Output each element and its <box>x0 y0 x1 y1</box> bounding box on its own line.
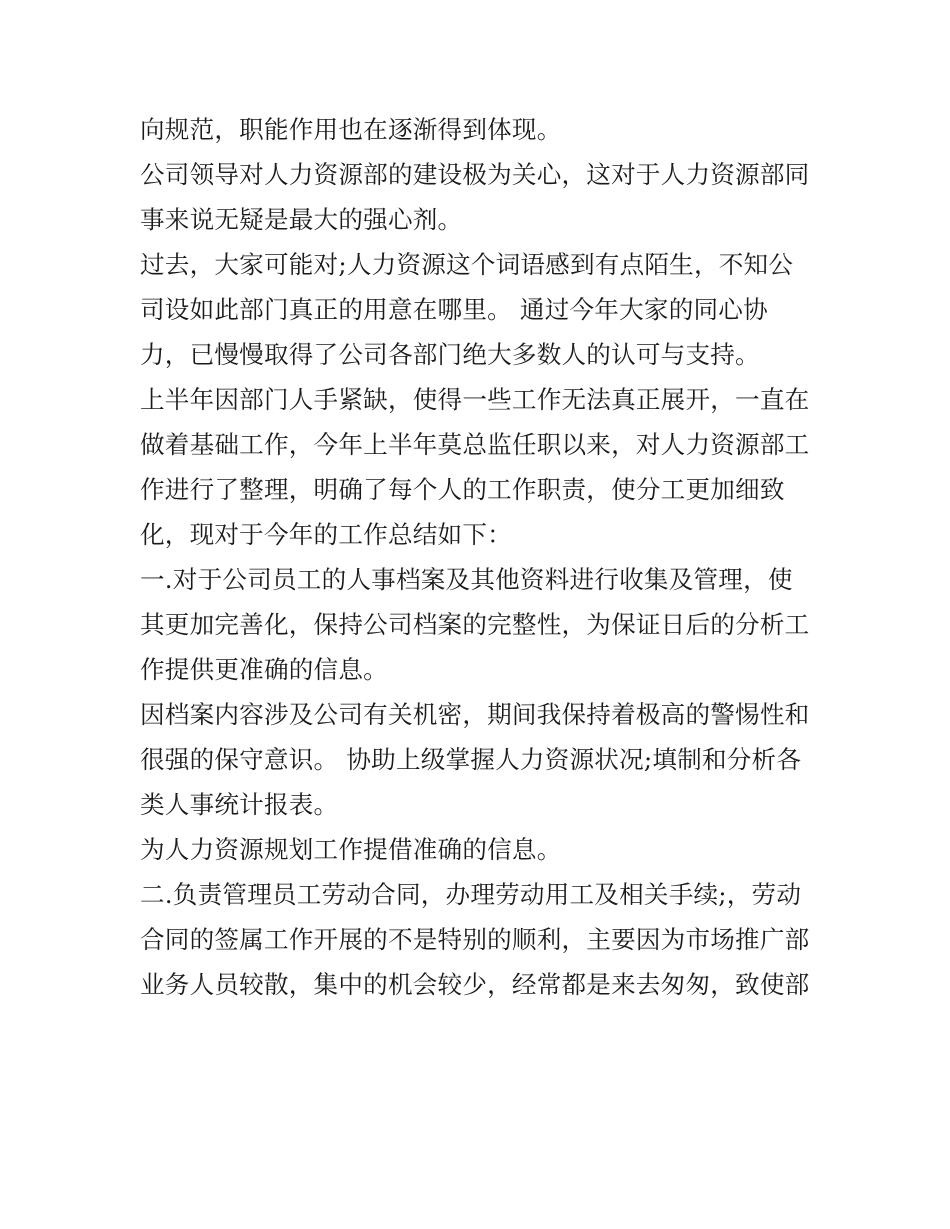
text-line: 过去，大家可能对;人力资源这个词语感到有点陌生，不知公 <box>140 250 794 279</box>
text-line: 作提供更准确的信息。 <box>140 655 388 684</box>
text-line: 业务人员较散，集中的机会较少，经常都是来去匆匆，致使部 <box>140 970 810 999</box>
text-line: 类人事统计报表。 <box>140 790 339 819</box>
text-line: 作进行了整理，明确了每个人的工作职责，使分工更加细致 <box>140 475 785 504</box>
text-line: 公司领导对人力资源部的建设极为关心，这对于人力资源部同 <box>140 160 810 189</box>
text-line: 其更加完善化，保持公司档案的完整性，为保证日后的分析工 <box>140 610 810 639</box>
document-body <box>140 107 820 1007</box>
text-line: 司设如此部门真正的用意在哪里。 通过今年大家的同心协 <box>140 295 768 324</box>
text-line: 为人力资源规划工作提借准确的信息。 <box>140 835 562 864</box>
text-line: 合同的签属工作开展的不是特别的顺利，主要因为市场推广部 <box>140 925 810 954</box>
text-line: 向规范，职能作用也在逐渐得到体现。 <box>140 115 562 144</box>
text-line: 化，现对于今年的工作总结如下： <box>140 520 512 549</box>
text-line: 上半年因部门人手紧缺，使得一些工作无法真正展开，一直在 <box>140 385 810 414</box>
text-line: 力，已慢慢取得了公司各部门绝大多数人的认可与支持。 <box>140 340 760 369</box>
text-line: 做着基础工作，今年上半年莫总监任职以来，对人力资源部工 <box>140 430 810 459</box>
text-line: 二.负责管理员工劳动合同，办理劳动用工及相关手续;，劳动 <box>140 880 802 909</box>
text-line: 因档案内容涉及公司有关机密，期间我保持着极高的警惕性和 <box>140 700 810 729</box>
text-line: 事来说无疑是最大的强心剂。 <box>140 205 463 234</box>
text-line: 很强的保守意识。 协助上级掌握人力资源状况;填制和分析各 <box>140 745 802 774</box>
text-line: 一.对于公司员工的人事档案及其他资料进行收集及管理，使 <box>140 565 793 594</box>
